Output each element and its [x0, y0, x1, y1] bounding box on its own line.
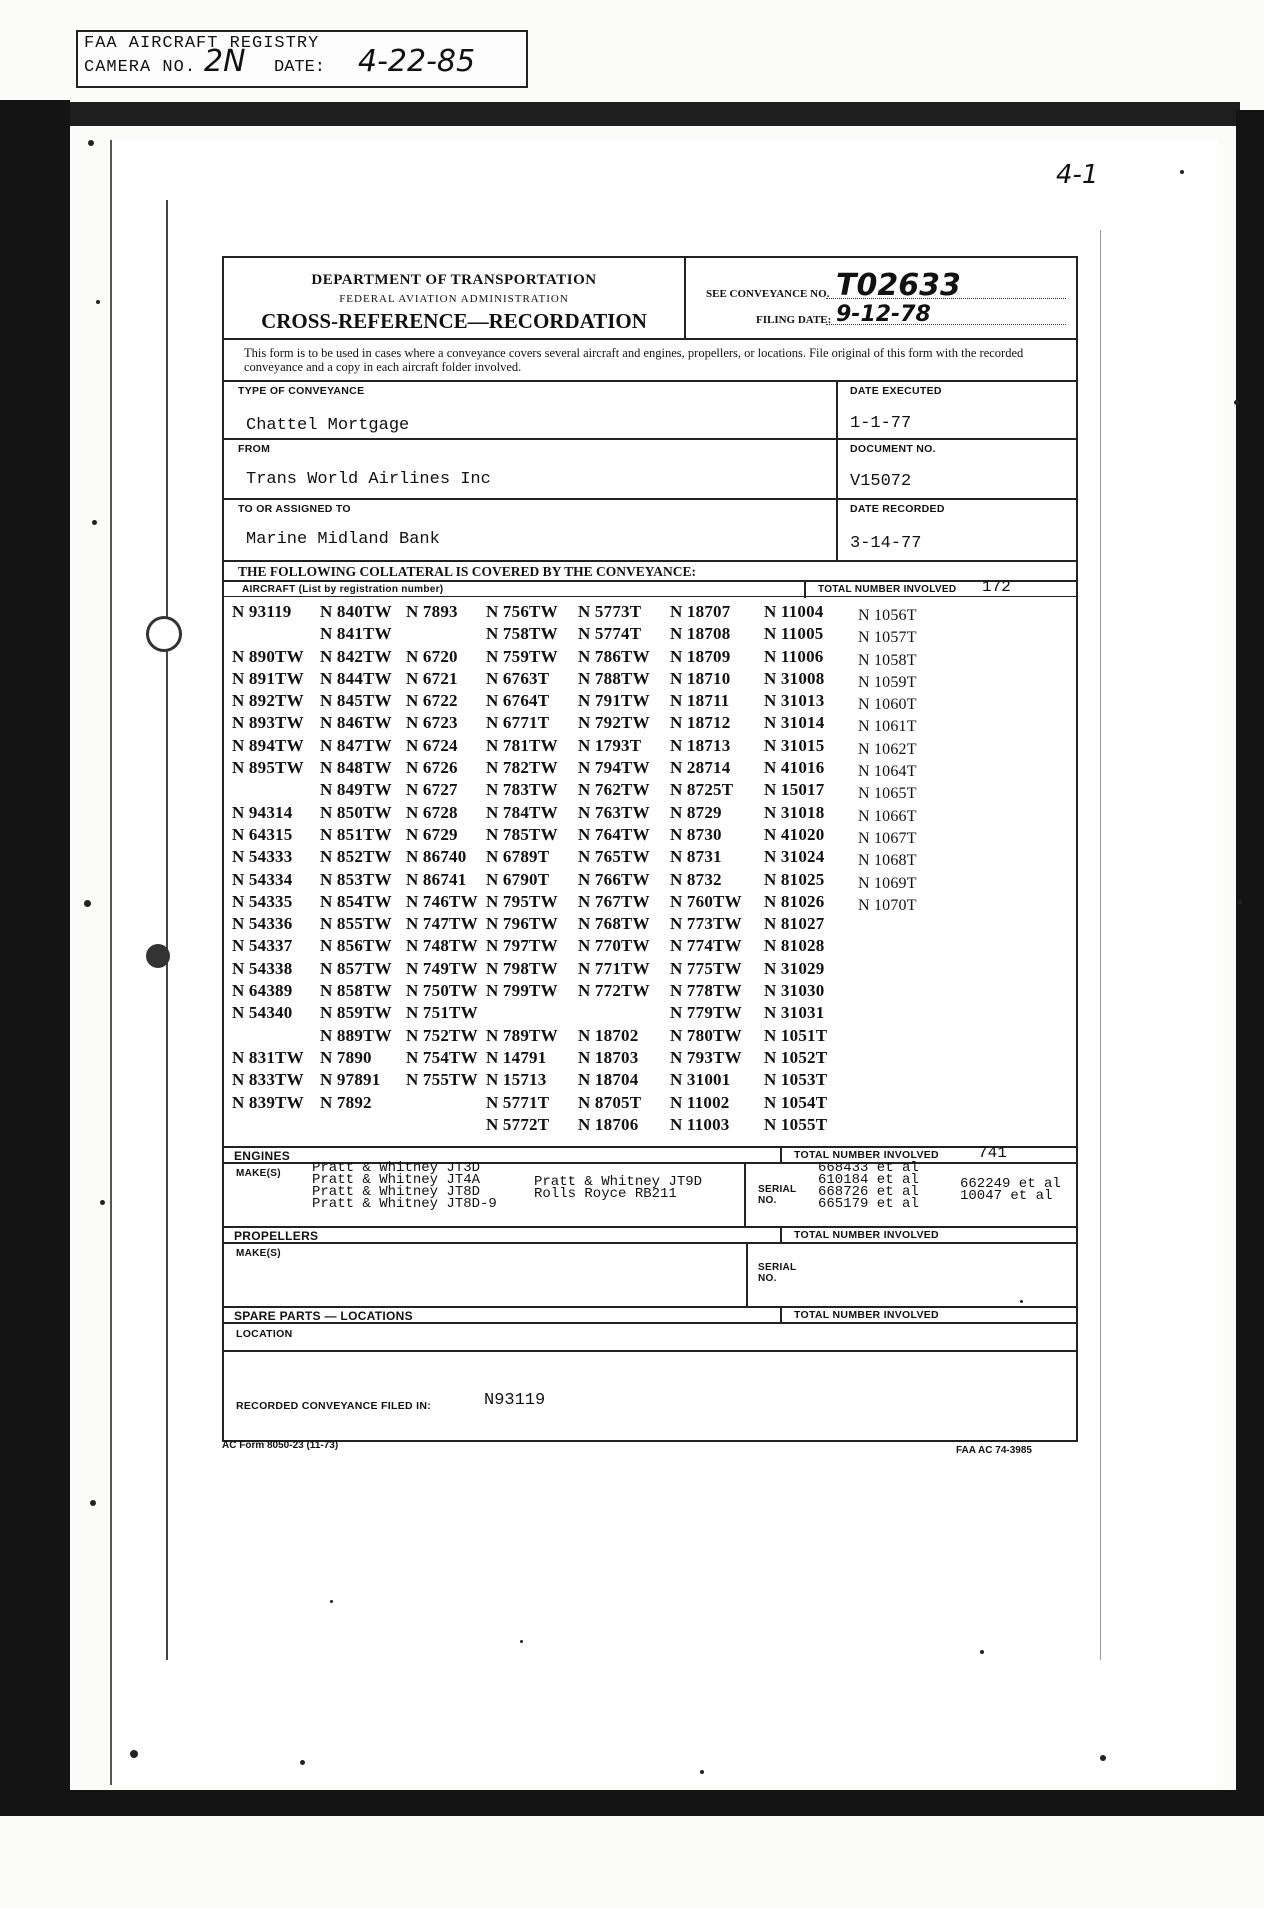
from-row: [224, 438, 1076, 500]
scan-speck: [520, 1640, 523, 1643]
aircraft-registration: N 18710: [670, 668, 731, 688]
engine-serials-right: 662249 et al 10047 et al: [960, 1176, 1061, 1204]
form-instructions: This form is to be used in cases where a conveyance covers several aircraft and engines, propellers, or locations. File original of this form with the recorded conveyance and a copy in each aircraft folder involved.: [224, 338, 1076, 380]
aircraft-registration: N 6729: [406, 824, 458, 844]
aircraft-total-value: 172: [982, 578, 1011, 596]
aircraft-registration: N 18708: [670, 624, 731, 644]
date-executed-label: DATE EXECUTED: [850, 385, 942, 397]
aircraft-registration: N 833TW: [232, 1070, 304, 1090]
aircraft-registration: N 1057T: [858, 629, 917, 647]
aircraft-registration: N 18712: [670, 713, 731, 733]
aircraft-registration: N 7893: [406, 602, 458, 621]
aircraft-registration: [232, 1025, 304, 1047]
aircraft-registration: N 782TW: [486, 758, 558, 778]
aircraft-registration: N 18703: [578, 1047, 639, 1067]
cross-reference-form: [222, 256, 1078, 1442]
binder-hole-lower: [146, 944, 170, 968]
stamp-registry-label: FAA AIRCRAFT REGISTRY: [84, 34, 320, 53]
aircraft-registration: N 18704: [578, 1070, 639, 1090]
aircraft-registration: N 758TW: [486, 624, 558, 644]
aircraft-column: [232, 601, 304, 1114]
engine-makes-right: Pratt & Whitney JT9D Rolls Royce RB211: [534, 1174, 703, 1202]
aircraft-registration: N 5772T: [486, 1114, 550, 1134]
aircraft-registration: N 1059T: [858, 673, 917, 691]
aircraft-registration: N 54338: [232, 958, 293, 978]
aircraft-registration: N 841TW: [320, 624, 392, 644]
aircraft-registration: N 852TW: [320, 847, 392, 867]
aircraft-registration: N 1064T: [858, 763, 917, 781]
aircraft-registration: [406, 1092, 478, 1114]
spare-parts-body: [224, 1322, 1076, 1442]
scan-border-left: [0, 100, 70, 1800]
aircraft-registration: N 1052T: [764, 1047, 828, 1067]
assigned-to-label: TO OR ASSIGNED TO: [238, 503, 351, 515]
aircraft-registration: N 14791: [486, 1047, 547, 1067]
aircraft-registration: N 756TW: [486, 602, 558, 621]
aircraft-registration: N 795TW: [486, 891, 558, 911]
scan-speck: [100, 1200, 105, 1205]
engines-serial-label: SERIAL NO.: [758, 1184, 797, 1206]
aircraft-registration: N 5771T: [486, 1092, 550, 1112]
aircraft-registration: N 892TW: [232, 691, 304, 711]
aircraft-column: [320, 601, 392, 1114]
aircraft-registration: N 856TW: [320, 936, 392, 956]
aircraft-registration: N 81025: [764, 869, 825, 889]
aircraft-registration: N 6790T: [486, 869, 550, 889]
aircraft-registration: N 31024: [764, 847, 825, 867]
aircraft-column: [858, 605, 917, 917]
scan-speck: [1238, 900, 1242, 904]
aircraft-registration: N 8731: [670, 847, 722, 867]
aircraft-registration: N 796TW: [486, 914, 558, 934]
form-header: [224, 258, 686, 338]
aircraft-column: [406, 601, 478, 1114]
aircraft-registration: N 31031: [764, 1003, 825, 1023]
aircraft-registration: N 5773T: [578, 602, 642, 621]
aircraft-registration: N 1054T: [764, 1092, 828, 1112]
aircraft-registration: N 778TW: [670, 981, 742, 1001]
spare-parts-label: SPARE PARTS — LOCATIONS: [234, 1309, 413, 1323]
aircraft-registration: [232, 779, 304, 801]
scan-speck: [88, 140, 94, 146]
aircraft-registration: N 31001: [670, 1070, 731, 1090]
aircraft-registration: N 847TW: [320, 735, 392, 755]
form-number: AC Form 8050-23 (11-73): [222, 1440, 339, 1451]
aircraft-registration: N 6727: [406, 780, 458, 800]
aircraft-registration: N 6721: [406, 668, 458, 688]
aircraft-registration: N 6726: [406, 758, 458, 778]
aircraft-registration: N 770TW: [578, 936, 650, 956]
aircraft-registration: N 94314: [232, 802, 293, 822]
propellers-total-label: TOTAL NUMBER INVOLVED: [794, 1229, 939, 1241]
aircraft-registration: N 81027: [764, 914, 825, 934]
aircraft-registration: N 857TW: [320, 958, 392, 978]
stamp-date-label: DATE:: [274, 58, 326, 77]
aircraft-registration: N 844TW: [320, 668, 392, 688]
camera-stamp: [76, 30, 528, 88]
aircraft-total-label: TOTAL NUMBER INVOLVED: [818, 584, 957, 595]
aircraft-registration: N 18707: [670, 602, 731, 621]
aircraft-registration: N 846TW: [320, 713, 392, 733]
aircraft-registration: N 93119: [232, 602, 292, 621]
propellers-make-label: MAKE(S): [236, 1248, 281, 1259]
aircraft-column: [486, 601, 558, 1136]
aircraft-registration: N 848TW: [320, 758, 392, 778]
engine-makes-left: Pratt & Whitney JT3D Pratt & Whitney JT4A Pratt & Whitney JT8D Pratt & Whitney JT8D-9: [312, 1160, 497, 1212]
aircraft-registration: N 766TW: [578, 869, 650, 889]
aircraft-registration: N 842TW: [320, 646, 392, 666]
aircraft-registration: N 8729: [670, 802, 722, 822]
aircraft-registration: N 786TW: [578, 646, 650, 666]
stamp-camera-label: CAMERA NO.: [84, 58, 197, 77]
aircraft-label: AIRCRAFT (List by registration number): [242, 584, 444, 595]
document-no-value: V15072: [850, 472, 912, 491]
assigned-to-row: [224, 498, 1076, 562]
aircraft-registration: N 1060T: [858, 696, 917, 714]
aircraft-column: [764, 601, 827, 1136]
aircraft-registration: N 792TW: [578, 713, 650, 733]
stamp-camera-no: 2N: [204, 44, 246, 79]
aircraft-registration: N 8732: [670, 869, 722, 889]
aircraft-registration: N 771TW: [578, 958, 650, 978]
aircraft-registration: N 831TW: [232, 1047, 304, 1067]
aircraft-registration: N 11003: [670, 1114, 730, 1134]
aircraft-registration: N 894TW: [232, 735, 304, 755]
aircraft-registration: N 748TW: [406, 936, 478, 956]
aircraft-registration: N 54334: [232, 869, 293, 889]
from-value: Trans World Airlines Inc: [246, 470, 491, 489]
aircraft-registration: N 1061T: [858, 718, 917, 736]
aircraft-registration: N 31030: [764, 981, 825, 1001]
aircraft-registration: N 8730: [670, 824, 722, 844]
aircraft-registration: N 775TW: [670, 958, 742, 978]
folder-edge-line-right: [1100, 230, 1101, 1660]
aircraft-registration: N 749TW: [406, 958, 478, 978]
aircraft-registration: N 1793T: [578, 735, 642, 755]
spare-parts-total-label: TOTAL NUMBER INVOLVED: [794, 1309, 939, 1321]
scan-speck: [1234, 400, 1239, 405]
conveyance-no: T02633: [836, 268, 961, 303]
scan-speck: [84, 900, 91, 907]
aircraft-registration: N 765TW: [578, 847, 650, 867]
aircraft-column: [670, 601, 742, 1136]
engines-total-value: 741: [978, 1144, 1007, 1162]
aircraft-registration: N 859TW: [320, 1003, 392, 1023]
aircraft-registration: N 31015: [764, 735, 825, 755]
department-name: DEPARTMENT OF TRANSPORTATION: [311, 272, 597, 288]
aircraft-registration: N 751TW: [406, 1003, 478, 1023]
aircraft-registration: N 8725T: [670, 780, 734, 800]
aircraft-registration: N 54336: [232, 914, 293, 934]
form-title: CROSS-REFERENCE—RECORDATION: [261, 309, 647, 333]
aircraft-registration: N 6724: [406, 735, 458, 755]
aircraft-registration: N 54333: [232, 847, 293, 867]
recorded-filed-label: RECORDED CONVEYANCE FILED IN:: [236, 1400, 431, 1412]
aircraft-registration: N 15017: [764, 780, 825, 800]
aircraft-registration: N 747TW: [406, 914, 478, 934]
date-recorded-value: 3-14-77: [850, 534, 922, 553]
aircraft-registration: N 799TW: [486, 981, 558, 1001]
scan-border-bottom: [0, 1790, 1264, 1816]
aircraft-registration: N 1058T: [858, 651, 917, 669]
aircraft-registration-list: [224, 596, 1076, 1147]
scan-speck: [1100, 1755, 1106, 1761]
aircraft-registration: N 11006: [764, 646, 824, 666]
aircraft-registration: N 890TW: [232, 646, 304, 666]
agency-name: FEDERAL AVIATION ADMINISTRATION: [339, 293, 569, 305]
aircraft-registration: N 11005: [764, 624, 824, 644]
aircraft-registration: N 760TW: [670, 891, 742, 911]
document-no-label: DOCUMENT NO.: [850, 443, 936, 455]
aircraft-registration: N 1065T: [858, 785, 917, 803]
aircraft-registration: [232, 623, 304, 645]
aircraft-registration: N 28714: [670, 758, 731, 778]
aircraft-registration: N 6789T: [486, 847, 550, 867]
aircraft-registration: N 1069T: [858, 874, 917, 892]
aircraft-registration: N 762TW: [578, 780, 650, 800]
aircraft-registration: N 86741: [406, 869, 467, 889]
filing-date-label: FILING DATE:: [756, 314, 832, 326]
aircraft-registration: N 774TW: [670, 936, 742, 956]
aircraft-registration: N 840TW: [320, 602, 392, 621]
aircraft-registration: N 798TW: [486, 958, 558, 978]
aircraft-registration: N 7890: [320, 1047, 372, 1067]
conveyance-reference: [686, 258, 1076, 338]
scan-speck: [90, 1500, 96, 1506]
aircraft-registration: N 54340: [232, 1003, 293, 1023]
aircraft-registration: N 772TW: [578, 981, 650, 1001]
scan-speck: [330, 1600, 333, 1603]
aircraft-registration: N 893TW: [232, 713, 304, 733]
aircraft-registration: N 18709: [670, 646, 731, 666]
filing-date: 9-12-78: [836, 302, 931, 327]
engines-make-label: MAKE(S): [236, 1168, 281, 1179]
aircraft-registration: N 1067T: [858, 829, 917, 847]
aircraft-registration: N 18702: [578, 1025, 639, 1045]
aircraft-registration: N 41020: [764, 824, 825, 844]
aircraft-registration: N 11002: [670, 1092, 730, 1112]
conveyance-type-row: [224, 380, 1076, 440]
engine-serials-left: 668433 et al 610184 et al 668726 et al 665179 et al: [818, 1160, 919, 1212]
aircraft-registration: N 754TW: [406, 1047, 478, 1067]
aircraft-registration: [486, 1002, 558, 1024]
scan-speck: [96, 300, 100, 304]
aircraft-registration: N 7892: [320, 1092, 372, 1112]
aircraft-registration: N 18713: [670, 735, 731, 755]
aircraft-registration: N 15713: [486, 1070, 547, 1090]
scan-speck: [1020, 1300, 1023, 1303]
aircraft-registration: N 788TW: [578, 668, 650, 688]
aircraft-registration: N 851TW: [320, 824, 392, 844]
aircraft-registration: N 1055T: [764, 1114, 828, 1134]
aircraft-registration: N 41016: [764, 758, 825, 778]
aircraft-registration: N 746TW: [406, 891, 478, 911]
aircraft-column: [578, 601, 650, 1136]
aircraft-registration: N 6771T: [486, 713, 550, 733]
aircraft-registration: N 31029: [764, 958, 825, 978]
assigned-to-value: Marine Midland Bank: [246, 530, 440, 549]
aircraft-registration: N 1051T: [764, 1025, 828, 1045]
engines-label: ENGINES: [234, 1149, 291, 1163]
aircraft-registration: N 783TW: [486, 780, 558, 800]
aircraft-registration: N 797TW: [486, 936, 558, 956]
aircraft-registration: N 779TW: [670, 1003, 742, 1023]
scan-speck: [130, 1750, 138, 1758]
aircraft-registration: N 839TW: [232, 1092, 304, 1112]
folder-edge-line: [166, 200, 168, 1660]
aircraft-registration: N 54335: [232, 891, 293, 911]
aircraft-registration: N 1068T: [858, 852, 917, 870]
propellers-serial-label: SERIAL NO.: [758, 1262, 797, 1284]
aircraft-registration: N 853TW: [320, 869, 392, 889]
aircraft-registration: N 752TW: [406, 1025, 478, 1045]
propellers-body: [224, 1242, 1076, 1308]
aircraft-registration: N 780TW: [670, 1025, 742, 1045]
aircraft-registration: N 81026: [764, 891, 825, 911]
aircraft-registration: N 794TW: [578, 758, 650, 778]
aircraft-registration: N 31013: [764, 691, 825, 711]
type-of-conveyance-value: Chattel Mortgage: [246, 416, 410, 435]
aircraft-registration: N 781TW: [486, 735, 558, 755]
aircraft-registration: N 891TW: [232, 668, 304, 688]
scan-speck: [700, 1770, 704, 1774]
aircraft-registration: [578, 1002, 650, 1024]
aircraft-registration: N 850TW: [320, 802, 392, 822]
scan-speck: [1180, 170, 1184, 174]
propellers-label: PROPELLERS: [234, 1229, 319, 1243]
aircraft-registration: N 64315: [232, 824, 293, 844]
aircraft-registration: N 31014: [764, 713, 825, 733]
aircraft-registration: N 54337: [232, 936, 293, 956]
aircraft-registration: N 31008: [764, 668, 825, 688]
collateral-heading: THE FOLLOWING COLLATERAL IS COVERED BY THE CONVEYANCE:: [224, 560, 1076, 582]
aircraft-registration: N 773TW: [670, 914, 742, 934]
aircraft-registration: N 764TW: [578, 824, 650, 844]
scan-speck: [980, 1650, 984, 1654]
engines-total-label: TOTAL NUMBER INVOLVED: [794, 1149, 939, 1161]
aircraft-registration: N 889TW: [320, 1025, 392, 1045]
aircraft-registration: N 793TW: [670, 1047, 742, 1067]
aircraft-registration: N 784TW: [486, 802, 558, 822]
scan-border-right: [1236, 110, 1264, 1810]
binder-hole: [146, 616, 182, 652]
aircraft-registration: N 5774T: [578, 624, 642, 644]
scan-speck: [92, 520, 97, 525]
aircraft-registration: [406, 623, 478, 645]
aircraft-registration: N 750TW: [406, 981, 478, 1001]
aircraft-registration: N 64389: [232, 981, 293, 1001]
location-label: LOCATION: [236, 1328, 293, 1340]
aircraft-registration: N 1053T: [764, 1070, 828, 1090]
aircraft-registration: N 1056T: [858, 607, 917, 624]
aircraft-registration: N 763TW: [578, 802, 650, 822]
date-executed-value: 1-1-77: [850, 414, 912, 433]
aircraft-registration: N 755TW: [406, 1070, 478, 1090]
aircraft-registration: N 31018: [764, 802, 825, 822]
aircraft-registration: N 767TW: [578, 891, 650, 911]
aircraft-registration: N 6723: [406, 713, 458, 733]
stamp-date: 4-22-85: [358, 44, 476, 79]
aircraft-registration: N 18706: [578, 1114, 639, 1134]
aircraft-registration: N 785TW: [486, 824, 558, 844]
aircraft-registration: N 11004: [764, 602, 824, 621]
aircraft-registration: N 6728: [406, 802, 458, 822]
aircraft-registration: N 768TW: [578, 914, 650, 934]
aircraft-registration: N 854TW: [320, 891, 392, 911]
ac-number: FAA AC 74-3985: [956, 1445, 1032, 1456]
aircraft-registration: N 895TW: [232, 758, 304, 778]
aircraft-registration: N 6763T: [486, 668, 550, 688]
scan-speck: [300, 1760, 305, 1765]
aircraft-registration: N 791TW: [578, 691, 650, 711]
aircraft-registration: N 1066T: [858, 807, 917, 825]
aircraft-registration: N 6764T: [486, 691, 550, 711]
aircraft-registration: N 845TW: [320, 691, 392, 711]
conveyance-no-label: SEE CONVEYANCE NO.: [706, 288, 830, 300]
recorded-filed-value: N93119: [484, 1391, 546, 1410]
from-label: FROM: [238, 443, 271, 455]
aircraft-registration: N 6720: [406, 646, 458, 666]
aircraft-registration: N 6722: [406, 691, 458, 711]
aircraft-registration: N 855TW: [320, 914, 392, 934]
aircraft-registration: N 858TW: [320, 981, 392, 1001]
aircraft-registration: N 97891: [320, 1070, 381, 1090]
aircraft-registration: N 1062T: [858, 740, 917, 758]
aircraft-registration: N 1070T: [858, 896, 917, 914]
aircraft-registration: N 849TW: [320, 780, 392, 800]
aircraft-registration: N 18711: [670, 691, 730, 711]
date-recorded-label: DATE RECORDED: [850, 503, 945, 515]
aircraft-registration: N 8705T: [578, 1092, 642, 1112]
aircraft-registration: N 759TW: [486, 646, 558, 666]
aircraft-registration: N 86740: [406, 847, 467, 867]
aircraft-registration: N 81028: [764, 936, 825, 956]
scan-border-top: [60, 102, 1240, 126]
page-mark: 4-1: [1056, 160, 1099, 190]
aircraft-registration: N 789TW: [486, 1025, 558, 1045]
engines-body: [224, 1162, 1076, 1228]
type-of-conveyance-label: TYPE OF CONVEYANCE: [238, 385, 365, 397]
